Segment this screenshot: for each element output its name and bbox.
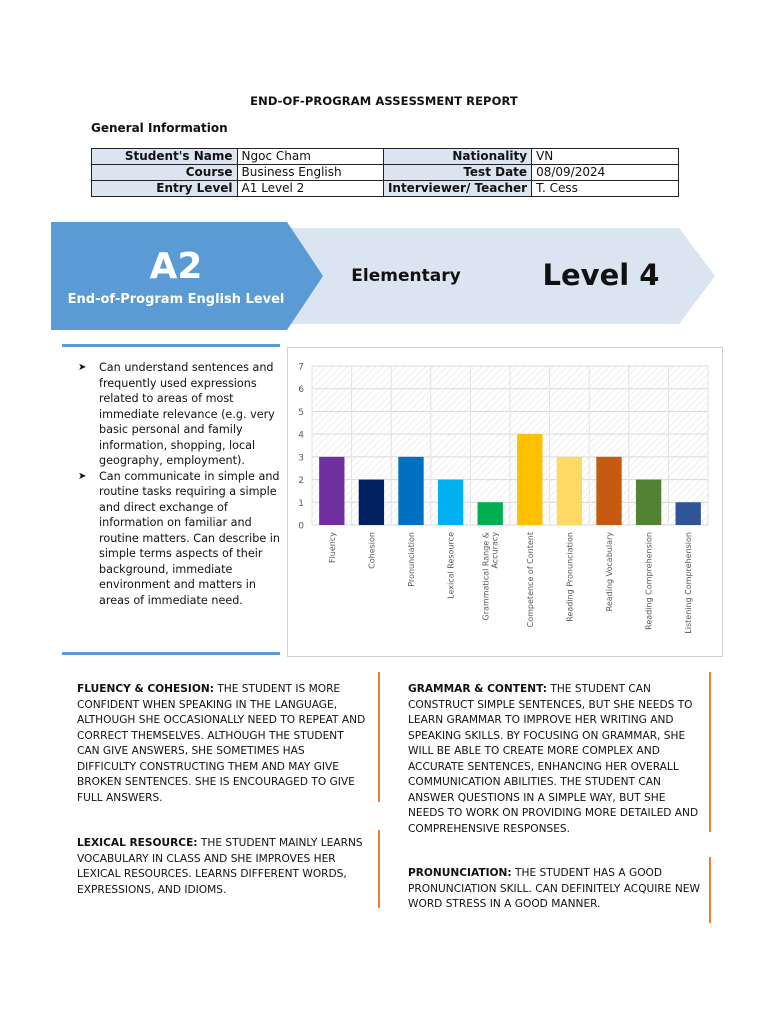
y-tick-label: 4	[298, 430, 304, 441]
entry-level-label: Entry Level	[92, 181, 238, 197]
y-tick-label: 7	[298, 362, 304, 373]
table-row	[92, 181, 679, 197]
grammar-comment	[408, 682, 700, 837]
x-tick-label: Listening Comprehension	[684, 532, 694, 634]
bar	[359, 480, 384, 525]
level-number: Level 4	[542, 258, 660, 292]
lexical-comment-title: LEXICAL RESOURCE:	[77, 837, 198, 849]
skills-bar-chart-svg	[288, 348, 722, 656]
fluency-comment-text: THE STUDENT IS MORE CONFIDENT WHEN SPEAKING IN THE LANGUAGE, ALTHOUGH SHE OCCASIONALLY NEED TO REPEAT AND CORRECT THEMSELVES. ALTHOUGH THE STUDENT CAN GIVE ANSWERS, SHE SOMETIMES HAS DIFFICULTY CONSTRUCTING THEM AND MAY GIVE BROKEN SENTENCES. SHE IS ENCOURAGED TO GIVE FULL ANSWERS.	[77, 683, 366, 804]
fluency-comment	[77, 682, 367, 806]
bar	[557, 457, 582, 525]
y-tick-label: 2	[298, 476, 304, 487]
pronunciation-comment-text: THE STUDENT HAS A GOOD PRONUNCIATION SKILL. CAN DEFINITELY ACQUIRE NEW WORD STRESS IN A GOOD MANNER.	[408, 867, 700, 910]
entry-level-value: A1 Level 2	[237, 181, 383, 197]
bar	[676, 502, 701, 525]
table-row	[92, 165, 679, 181]
x-tick-label: Competence of Content	[525, 532, 535, 628]
x-tick-label: Pronunciation	[407, 532, 416, 587]
y-tick-label: 6	[298, 385, 304, 396]
interviewer-value: T. Cess	[532, 181, 679, 197]
descriptor-list	[78, 360, 283, 608]
column-separator-right-lower	[709, 857, 711, 923]
pronunciation-comment	[408, 866, 700, 913]
level-name: Elementary	[351, 266, 461, 286]
grammar-comment-text: THE STUDENT CAN CONSTRUCT SIMPLE SENTENCES, BUT SHE NEEDS TO LEARN GRAMMAR TO IMPROVE HER WRITING AND SPEAKING SKILLS. BY FOCUSING ON GRAMMAR, SHE WILL BE ABLE TO CREATE MORE COMPLEX AND ACCURATE SENTENCES, ENHANCING HER OVERALL COMMUNICATION ABILITIES. THE STUDENT CAN ANSWER QUESTIONS IN A SIMPLE WAY, BUT SHE NEEDS TO WORK ON PROVIDING MORE DETAILED AND COMPREHENSIVE RESPONSES.	[408, 683, 699, 835]
test-date-value: 08/09/2024	[532, 165, 679, 181]
column-separator-left	[378, 672, 380, 802]
y-tick-label: 3	[298, 453, 304, 464]
y-tick-label: 0	[298, 521, 304, 532]
bar	[478, 502, 503, 525]
general-info-heading: General Information	[91, 121, 228, 135]
pronunciation-comment-title: PRONUNCIATION:	[408, 867, 512, 879]
bar	[517, 434, 542, 525]
course-value: Business English	[237, 165, 383, 181]
nationality-value: VN	[532, 149, 679, 165]
lexical-comment-text: THE STUDENT MAINLY LEARNS VOCABULARY IN CLASS AND SHE IMPROVES HER LEXICAL RESOURCES. LEARNS DIFFERENT WORDS, EXPRESSIONS, AND IDIOMS.	[77, 837, 363, 896]
bar	[438, 480, 463, 525]
bar	[398, 457, 423, 525]
test-date-label: Test Date	[383, 165, 531, 181]
bar	[319, 457, 344, 525]
x-tick-label: Lexical Resource	[446, 532, 456, 599]
bullet-arrow-icon: ➤	[78, 470, 87, 482]
descriptor-top-rule	[62, 344, 280, 347]
descriptor-bottom-rule	[62, 652, 280, 655]
x-tick-label: Reading Pronunciation	[565, 532, 575, 622]
list-item	[78, 360, 283, 469]
grammar-comment-title: GRAMMAR & CONTENT:	[408, 683, 547, 695]
report-title: END-OF-PROGRAM ASSESSMENT REPORT	[250, 94, 518, 108]
x-tick-label: Fluency	[327, 532, 337, 564]
table-row	[92, 149, 679, 165]
descriptor-text: Can understand sentences and frequently used expressions related to areas of most immediate relevance (e.g. very basic personal and family information, shopping, local geography, employment).	[99, 361, 275, 467]
level-banner	[51, 218, 721, 334]
nationality-label: Nationality	[383, 149, 531, 165]
x-tick-label: Grammatical Range &	[481, 532, 491, 621]
x-tick-label: Reading Comprehension	[644, 532, 654, 630]
x-tick-label: Accuracy	[490, 532, 500, 569]
lexical-comment	[77, 836, 367, 898]
bar	[596, 457, 621, 525]
fluency-comment-title: FLUENCY & COHESION:	[77, 683, 214, 695]
cefr-level: A2	[149, 246, 203, 287]
bar	[636, 480, 661, 525]
cefr-level-caption: End-of-Program English Level	[67, 292, 285, 307]
y-tick-label: 5	[298, 407, 304, 418]
student-name-value: Ngoc Cham	[237, 149, 383, 165]
y-tick-label: 1	[298, 498, 304, 509]
general-info-table	[91, 148, 679, 197]
student-name-label: Student's Name	[92, 149, 238, 165]
column-separator-right	[709, 672, 711, 832]
list-item	[78, 469, 283, 609]
course-label: Course	[92, 165, 238, 181]
x-tick-label: Reading Vocabulary	[605, 532, 614, 612]
column-separator-left-lower	[378, 830, 380, 908]
x-tick-label: Cohesion	[367, 532, 377, 569]
interviewer-label: Interviewer/ Teacher	[383, 181, 531, 197]
descriptor-text: Can communicate in simple and routine tasks requiring a simple and direct exchange of information on familiar and routine matters. Can describe in simple terms aspects of their background, immediate environment and matters in areas of immediate need.	[99, 469, 280, 607]
bullet-arrow-icon: ➤	[78, 362, 87, 373]
skills-bar-chart	[287, 347, 723, 657]
